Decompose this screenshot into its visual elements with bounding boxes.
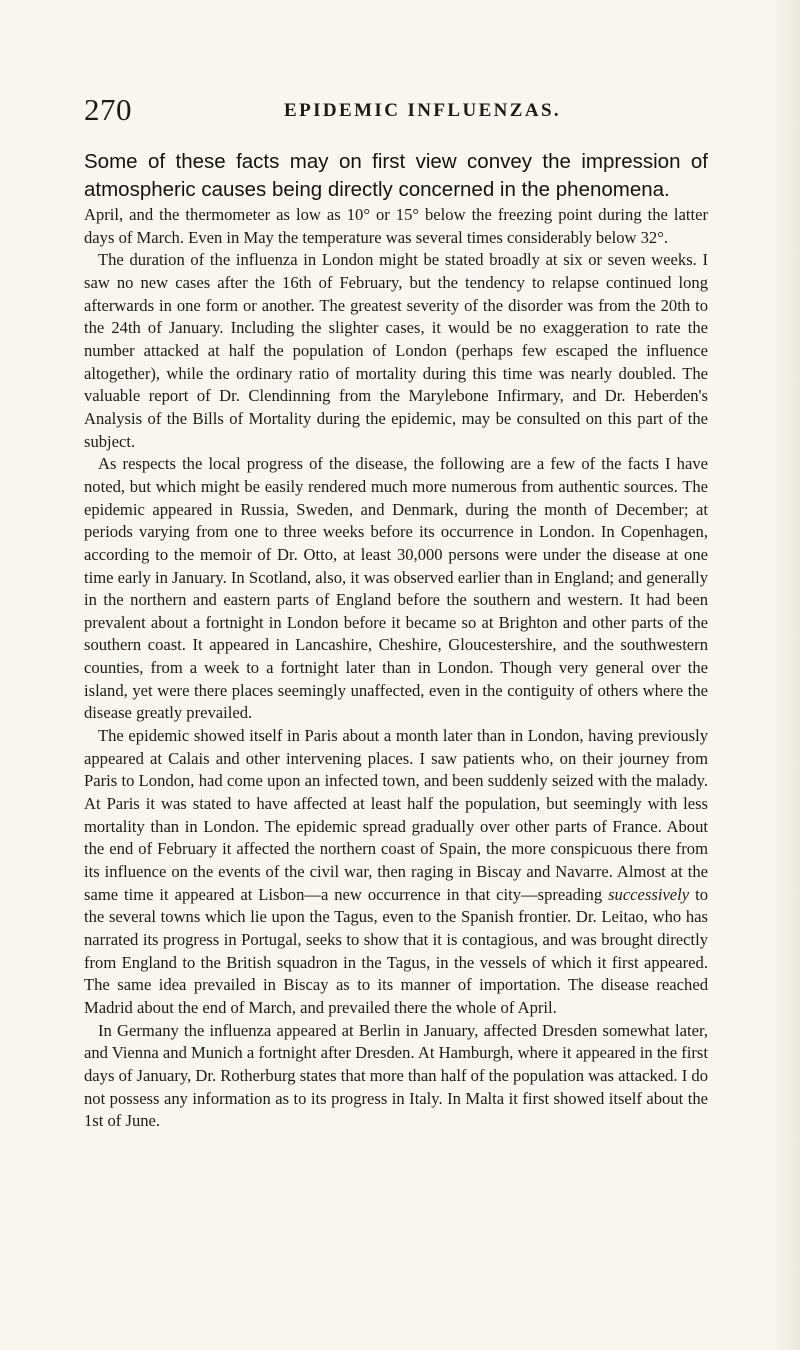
emphasis-word: successively [608,884,690,904]
paragraph-continental-spread [84,725,708,1020]
body-text [84,204,708,1133]
paragraph-temperature: April, and the thermometer as low as 10° or 15° below the freezing point during the latter days of March. Even in May the temperature was several times considerably below 32°. [84,205,708,247]
page-edge-shadow [770,0,800,1350]
paragraph-local-progress: As respects the local progress of the disease, the following are a few of the facts I have noted, but which might be easily rendered much more numerous from authentic sources. The epidemic appeared in Russia, Sweden, and Denmark, during the month of December; at periods varying from one to three weeks before its occurrence in London. In Copenhagen, according to the memoir of Dr. Otto, at least 30,000 persons were under the disease at one time early in January. In Scotland, also, it was observed earlier than in England; and generally in the northern and eastern parts of England before the southern and western. It had been prevalent about a fortnight in London before it became so at Brighton and other parts of the southern coast. It appeared in Lancashire, Cheshire, Gloucestershire, and the southwestern counties, from a week to a fortnight later than in London. Though very general over the island, yet were there places seemingly unaffected, even in the contiguity of others where the disease greatly prevailed. [84,454,708,723]
paragraph-duration: The duration of the influenza in London might be stated broadly at six or seven weeks. I saw no new cases after the 16th of February, but the tendency to relapse continued long afterwards in one form or another. The greatest severity of the disorder was from the 20th to the 24th of January. Including the slighter cases, it would be no exaggeration to rate the number attacked at half the population of London (perhaps few escaped the influence altogether), while the ordinary ratio of mortality during this time was nearly doubled. The valuable report of Dr. Clendinning from the Marylebone Infirmary, and Dr. Heberden's Analysis of the Bills of Mortality during the epidemic, may be consulted on this part of the subject. [84,250,708,451]
running-head [84,92,724,132]
paragraph-germany: In Germany the influenza appeared at Berlin in January, affected Dresden somewhat later, and Vienna and Munich a fortnight after Dresden. At Hamburgh, where it appeared in the first days of January, Dr. Rotherburg states that more than half of the population was attacked. I do not possess any information as to its progress in Italy. In Malta it first showed itself about the 1st of June. [84,1020,708,1131]
paragraph-text: to the several towns which lie upon the Tagus, even to the Spanish frontier. Dr. Leitao, who has narrated its progress in Portugal, seeks to show that it is contagious, and was brought directly from England to the British squadron in the Tagus, in the vessels of which it first appeared. The same idea prevailed in Biscay as to its manner of importation. The disease reached Madrid about the end of March, and prevailed there the whole of April. [84,884,708,1017]
paragraph-text: The epidemic showed itself in Paris about a month later than in London, having previously appeared at Calais and other intervening places. I saw patients who, on their journey from Paris to London, had come upon an infected town, and been suddenly seized with the malady. At Paris it was stated to have affected at least half the population, but seemingly with less mortality than in London. The epidemic spread gradually over other parts of France. About the end of February it affected the northern coast of Spain, the more conspicuous there from its influence on the events of the civil war, then raging in Biscay and Navarre. Almost at the same time it appeared at Lisbon—a new occurrence in that city—spreading [84,726,708,904]
lead-sentence: Some of these facts may on first view convey the impression of atmospheric causes being directly concerned in the phenomena. [84,150,708,201]
page-number: 270 [84,92,132,127]
running-title: EPIDEMIC INFLUENZAS. [284,100,562,121]
